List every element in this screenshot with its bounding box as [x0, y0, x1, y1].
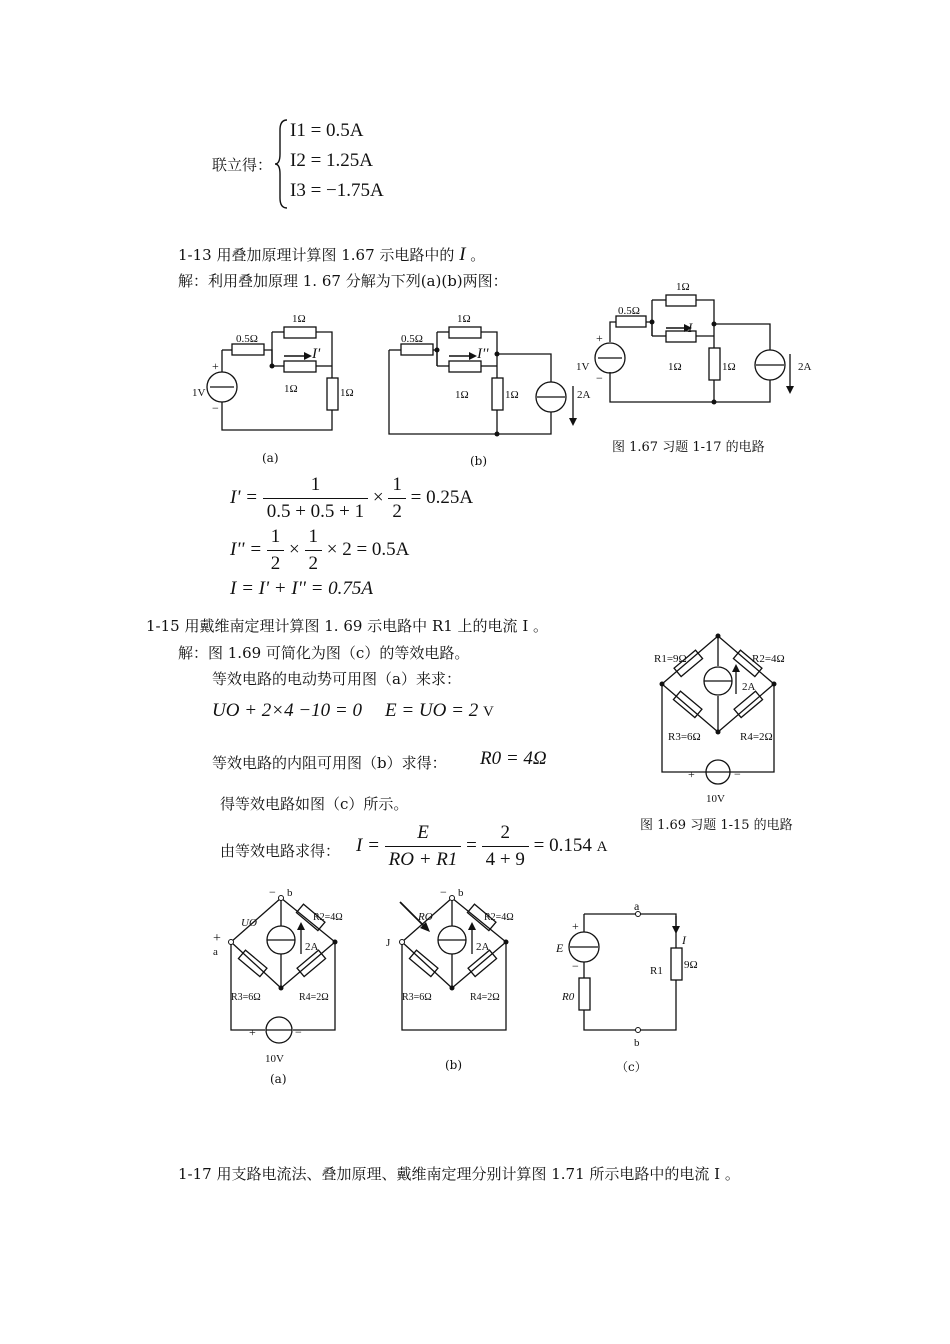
svg-text:R1=9Ω: R1=9Ω [654, 653, 687, 665]
svg-text:I: I [688, 320, 693, 335]
svg-text:1Ω: 1Ω [668, 361, 682, 373]
svg-text:1Ω: 1Ω [340, 387, 354, 399]
problem-115-line1: 解：图 1.69 可简化为图（c）的等效电路。 [178, 644, 470, 662]
problem-115-line4: 得等效电路如图（c）所示。 [220, 795, 409, 813]
eq-i1: I1 = 0.5A [290, 120, 364, 141]
eq-i2: I2 = 1.25A [290, 150, 374, 171]
svg-text:R3=6Ω: R3=6Ω [402, 992, 432, 1003]
cap-a-115: (a) [270, 1072, 287, 1086]
svg-text:I: I [682, 933, 686, 947]
eq-i3: I3 = −1.75A [290, 180, 384, 201]
svg-text:0.5Ω: 0.5Ω [401, 333, 423, 345]
svg-text:10V: 10V [706, 793, 725, 805]
problem-115-line2: 等效电路的电动势可用图（a）来求： [212, 670, 461, 688]
svg-text:−: − [295, 1025, 302, 1039]
svg-text:2A: 2A [577, 389, 591, 401]
svg-text:R4=2Ω: R4=2Ω [740, 731, 773, 743]
svg-text:+: + [596, 331, 603, 345]
svg-text:2A: 2A [305, 941, 319, 953]
problem-115-line5: 由等效电路求得： [220, 842, 341, 860]
cap-b-113: (b) [470, 454, 488, 468]
svg-text:1V: 1V [576, 361, 590, 373]
svg-text:b: b [458, 887, 464, 899]
eq-current: I = $\frac{E}{RO + R1}$ = $\frac{2}{4 + 9}$ = 0.154 A [356, 822, 608, 870]
fig-167 [572, 278, 822, 410]
problem-113-solution: 解：利用叠加原理 1. 67 分解为下列(a)(b)两图： [178, 272, 508, 290]
svg-text:b: b [287, 887, 293, 899]
cap-fig-167: 图 1.67 习题 1-17 的电路 [612, 440, 765, 455]
svg-text:+: + [212, 359, 219, 373]
circuit-c-115 [550, 896, 700, 1049]
svg-text:1Ω: 1Ω [455, 389, 469, 401]
svg-text:b: b [634, 1037, 640, 1049]
r05-label: 0.5Ω [236, 333, 258, 345]
cap-fig-169: 图 1.69 习题 1-15 的电路 [640, 818, 793, 833]
problem-115-title: 1-15 用戴维南定理计算图 1. 69 示电路中 R1 上的电流 I 。 [146, 617, 549, 635]
svg-text:J: J [386, 937, 391, 949]
svg-text:R4=2Ω: R4=2Ω [299, 992, 329, 1003]
svg-text:−: − [572, 959, 579, 973]
svg-text:R1: R1 [650, 965, 663, 977]
svg-text:E: E [556, 941, 564, 955]
cap-c-115: （c） [616, 1060, 647, 1074]
cap-a-113: (a) [262, 451, 279, 465]
svg-text:1Ω: 1Ω [457, 313, 471, 325]
svg-text:I'': I'' [477, 346, 489, 362]
svg-text:1Ω: 1Ω [284, 383, 298, 395]
svg-text:a: a [634, 899, 640, 913]
problem-117-title: 1-17 用支路电流法、叠加原理、戴维南定理分别计算图 1.71 所示电路中的电流 I 。 [178, 1165, 740, 1183]
problem-113-title: 1-13 用叠加原理计算图 1.67 示电路中的 I 。 [178, 244, 486, 265]
svg-text:1Ω: 1Ω [676, 281, 690, 293]
svg-text:2A: 2A [476, 941, 490, 953]
svg-text:+: + [213, 931, 221, 946]
svg-text:R4=2Ω: R4=2Ω [470, 992, 500, 1003]
svg-text:1Ω: 1Ω [505, 389, 519, 401]
circuit-a-113 [180, 300, 370, 440]
svg-text:−: − [734, 767, 741, 781]
svg-text:R2=4Ω: R2=4Ω [484, 912, 514, 923]
brace [274, 118, 290, 210]
svg-text:R2=4Ω: R2=4Ω [752, 653, 785, 665]
svg-text:R3=6Ω: R3=6Ω [231, 992, 261, 1003]
eq-emf2: E = UO = 2 V [385, 700, 494, 721]
svg-text:−: − [269, 885, 276, 899]
problem-115-line3: 等效电路的内阻可用图（b）求得： [212, 754, 447, 772]
svg-text:+: + [688, 767, 695, 781]
cap-b-115: (b) [445, 1058, 463, 1072]
svg-text:−: − [212, 401, 219, 415]
circuit-a-115 [205, 880, 355, 1070]
svg-text:UO: UO [241, 917, 257, 929]
eq-emf1: UO + 2×4 −10 = 0 [212, 700, 362, 721]
svg-text:1Ω: 1Ω [292, 313, 306, 325]
circuit-b-115 [380, 880, 530, 1040]
svg-text:a: a [213, 946, 218, 958]
eq-idoubleprime: I'' = $\frac{1}{2}$ × $\frac{1}{2}$ × 2 = 0.5A [230, 526, 410, 574]
svg-text:R0: R0 [562, 991, 575, 1003]
svg-text:−: − [596, 371, 603, 385]
svg-text:I': I' [312, 346, 321, 362]
svg-text:0.5Ω: 0.5Ω [618, 305, 640, 317]
eq-itotal: I = I' + I'' = 0.75A [230, 578, 373, 599]
svg-text:2A: 2A [742, 681, 756, 693]
eq-r0: R0 = 4Ω [480, 748, 547, 769]
svg-text:1Ω: 1Ω [722, 361, 736, 373]
svg-text:1V: 1V [192, 387, 206, 399]
simultaneous-label: 联立得： [212, 156, 273, 174]
svg-text:+: + [249, 1025, 256, 1039]
svg-text:RO: RO [418, 911, 433, 923]
eq-iprime: I' = $\frac{1}{0.5 + 0.5 + 1}$ × $\frac{1}{2}$ = 0.25A [230, 474, 474, 522]
svg-text:R2=4Ω: R2=4Ω [313, 912, 343, 923]
fig-169 [648, 626, 798, 806]
svg-text:−: − [440, 885, 447, 899]
svg-text:9Ω: 9Ω [684, 959, 698, 971]
svg-text:+: + [572, 919, 579, 933]
svg-text:R3=6Ω: R3=6Ω [668, 731, 701, 743]
svg-text:10V: 10V [265, 1053, 284, 1065]
svg-text:2A: 2A [798, 361, 812, 373]
